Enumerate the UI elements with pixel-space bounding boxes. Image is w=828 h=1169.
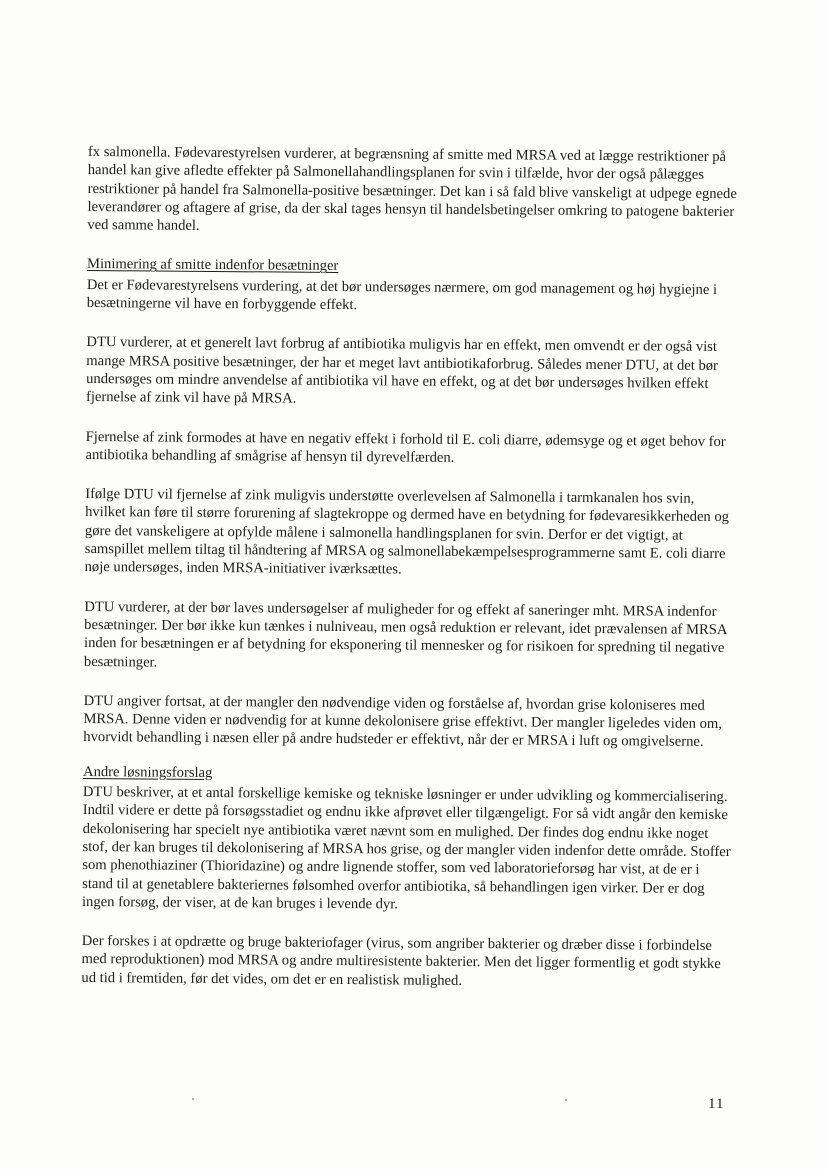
paragraph-sanitation: DTU vurderer, at der bør laves undersøgelser af muligheder for og effekt af saneringer mht. MRSA indenfor besætninger. Der bør ikke kun tænkes i nulniveau, men også reduktion er relevant, idet prævalensen af MRSA inden for besætningen er af betydning for eksponering til mennesker og for risikoen for spredning til negative besætninger. (83, 598, 727, 671)
paragraph-chemical-solutions: DTU beskriver, at et antal forskellige kemiske og tekniske løsninger er under udvikling og kommercialisering. Indtil videre er dette på forsøgsstadiet og endnu ikke afprøvet eller tilgængeligt. For så vidt angår den kemiske dekolonisering har specielt nye antibiotika været nævnt som en mulighed. Der findes dog endnu ikke noget stof, der kan bruges til dekolonisering af MRSA hos grise, og der mangler viden indenfor dette område. Stoffer som phenothiaziner (Thioridazine) og andre lignende stoffer, som ved laboratorieforsøg har vist, at de er i stand til at genetablere bakteriernes følsomhed overfor antibiotika, så behandlingen igen virker. Der er dog ingen forsøg, der viser, at de kan bruges i levende dyr. (81, 783, 731, 913)
scan-speck (565, 1099, 567, 1101)
paragraph-bacteriophages: Der forskes i at opdrætte og bruge bakteriofager (virus, som angriber bakterier og dræber disse i forbindelse med reproduktionen) mod MRSA og andre multiresistente bakterier. Men det ligger formentlig et godt stykke ud tid i fremtiden, før det vides, om det er en realistisk mulighed. (81, 933, 721, 989)
paragraph-zinc-removal: Fjernelse af zink formodes at have en negativ effekt i forhold til E. coli diarre, ødemsyge og et øget behov for antibiotika behandling af smågrise af hensyn til dyrevelfærden. (85, 428, 726, 466)
page-number: 11 (708, 1096, 725, 1112)
paragraph-antibiotic-use: DTU vurderer, at et generelt lavt forbrug af antibiotika muligvis har en effekt, men omvendt er der også vist mange MRSA positive besætninger, der har et meget lavt antibiotikaforbrug. Således mener DTU, at det bør undersøges om mindre anvendelse af antibiotika vil have en effekt, og at det bør undersøges hvilken effekt fjernelse af zink vil have på MRSA. (85, 334, 719, 407)
paragraph-zinc-salmonella: Ifølge DTU vil fjernelse af zink muligvis understøtte overlevelsen af Salmonella i tarmkanalen hos svin, hvilket kan føre til større forurening af slagtekroppe og dermed have en betydning for fødevaresikkerheden og gøre det vanskeligere at opfylde målene i salmonella handlingsplanen for svin. Derfor er det vigtigt, at samspillet mellem tiltag til håndtering af MRSA og salmonellabekæmpelsesprogrammerne samt E. coli diarre nøje undersøges, inden MRSA-initiativer iværksættes. (84, 486, 730, 578)
paragraph-salmonella-trade: fx salmonella. Fødevarestyrelsen vurderer, at begrænsning af smitte med MRSA ved at lægge restriktioner på handel kan give afledte effekter på Salmonellahandlingsplanen for svin i tilfælde, hvor der også pålægges restriktioner på handel fra Salmonella-positive besætninger. Det kan i så fald blive vanskeligt at udpege egnede leverandører og aftagere af grise, da der skal tages hensyn til handelsbetingelser omkring to patogene bakterier ved samme handel. (87, 143, 737, 235)
section-heading-minimering: Minimering af smitte indenfor besætninger (86, 256, 339, 275)
paragraph-management-hygiene: Det er Fødevarestyrelsens vurdering, at det bør undersøges nærmere, om god management og høj hygiejne i besætningerne vil have en forbyggende effekt. (86, 276, 718, 314)
page-body (81, 143, 738, 1013)
paragraph-colonisation: DTU angiver fortsat, at der mangler den nødvendige viden og forståelse af, hvordan grise koloniseres med MRSA. Denne viden er nødvendig for at kunne dekolonisere grise effektivt. Der mangler ligeledes viden om, hvorvidt behandling i næsen eller på andre hudsteder er effektivt, når der er MRSA i luft og omgivelserne. (83, 692, 722, 751)
section-heading-andre: Andre løsningsforslag (82, 763, 213, 781)
scan-speck (192, 1098, 194, 1100)
